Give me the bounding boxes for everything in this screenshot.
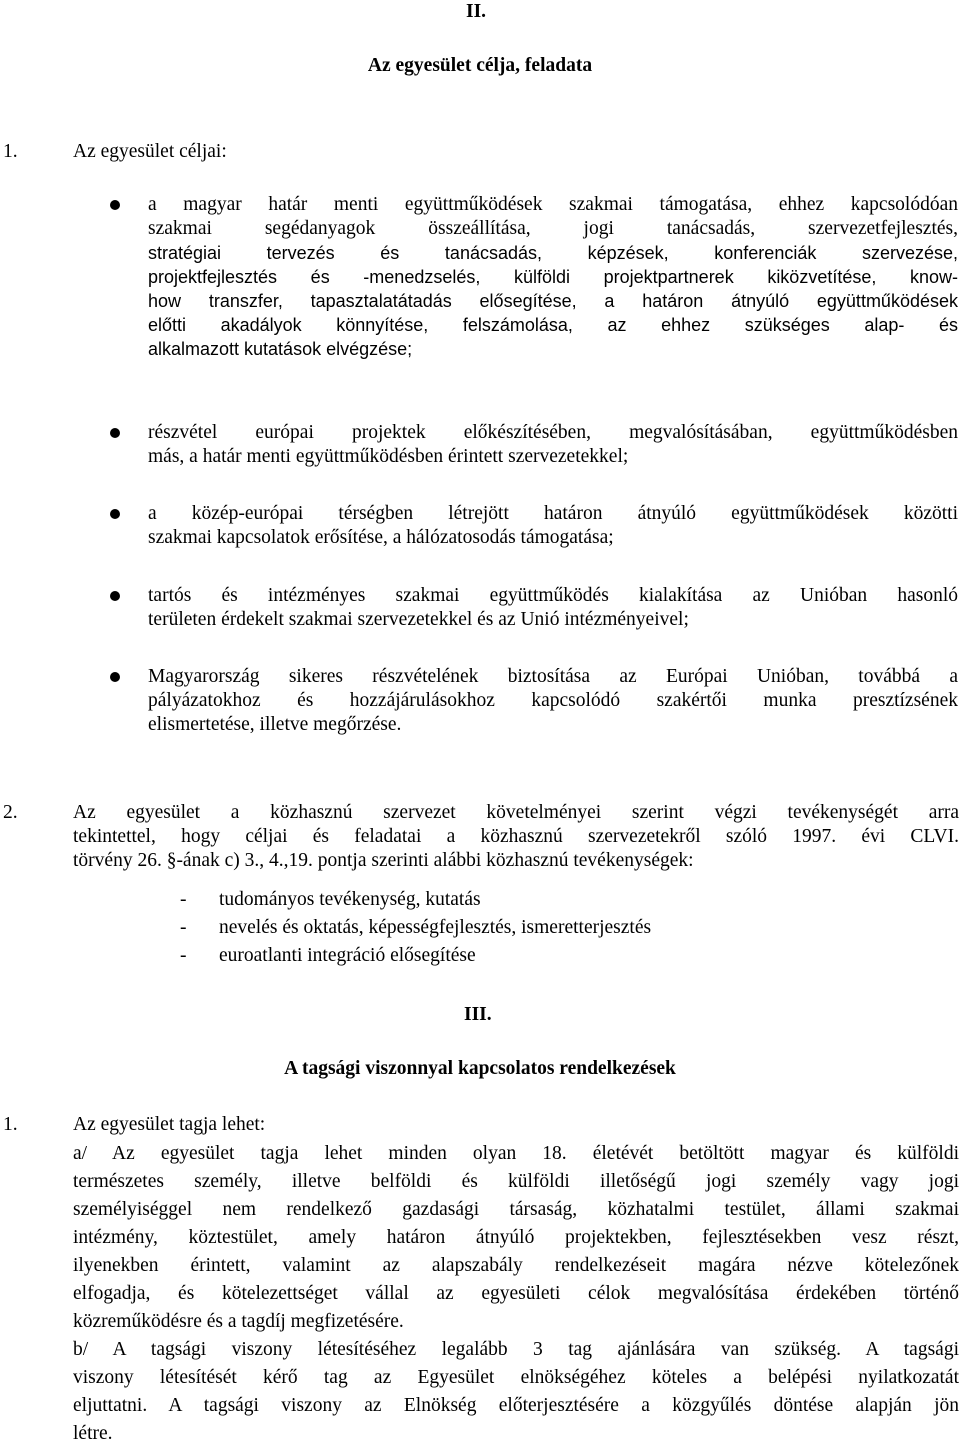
text-line: a közép-európai térségben létrejött határon átnyúló együttműködések közötti [148, 503, 958, 524]
text-line: szakmai kapcsolatok erősítése, a hálózatosodás támogatása; [148, 527, 614, 548]
text-line: más, a határ menti együttműködésben érintett szervezetekkel; [148, 446, 629, 467]
text-line: közreműködésre és a tagdíj megfizetésére. [73, 1311, 404, 1332]
item-1-heading: Az egyesület céljai: [73, 141, 227, 162]
text-line: eljuttatni. A tagsági viszony az Elnökség előterjesztésére a közgyűlés döntése alapján jön [73, 1395, 959, 1416]
section-3-number: III. [464, 1004, 492, 1025]
dash-marker: - [180, 945, 187, 966]
text-line: a/ Az egyesület tagja lehet minden olyan 18. életévét betöltött magyar és külföldi [73, 1143, 959, 1164]
bullet-item-4 [148, 584, 958, 632]
text-line: alkalmazott kutatások elvégzése; [148, 339, 413, 359]
section-3-item-1-heading: Az egyesület tagja lehet: [73, 1114, 266, 1135]
text-line: pályázatokhoz és hozzájárulásokhoz kapcsolódó szakértői munka presztízsének [148, 690, 958, 711]
text-line: Az egyesület a közhasznú szervezet követelményei szerint végzi tevékenységét arra [73, 802, 959, 823]
bullet-marker [110, 672, 120, 682]
text-line: természetes személy, illetve belföldi és külföldi illetőségű jogi személy vagy jogi [73, 1171, 959, 1192]
text-line: létre. [73, 1423, 113, 1444]
section-2-title: Az egyesület célja, feladata [367, 55, 593, 76]
dash-item-3: euroatlanti integráció elősegítése [219, 945, 476, 966]
bullet-marker [110, 591, 120, 601]
text-line: Magyarország sikeres részvételének biztosítása az Európai Unióban, továbbá a [148, 666, 958, 687]
paragraph-b [73, 1336, 959, 1448]
text-line: előtti akadályok könnyítése, felszámolása, az ehhez szükséges alap- és [148, 315, 958, 335]
text-line: elismertetése, illetve megőrzése. [148, 714, 402, 735]
section-3-item-1-number: 1. [3, 1114, 18, 1135]
text-line: intézmény, köztestület, amely határon átnyúló projektekben, fejlesztésekben vesz részt, [73, 1227, 959, 1248]
text-line: tartós és intézményes szakmai együttműködés kialakítása az Unióban hasonló [148, 585, 958, 606]
text-line: területen érdekelt szakmai szervezetekkel és az Unió intézményeivel; [148, 609, 689, 630]
dash-item-2: nevelés és oktatás, képességfejlesztés, ismeretterjesztés [219, 917, 652, 938]
item-2-paragraph [73, 801, 959, 873]
text-line: projektfejlesztés és -menedzselés, külföldi projektpartnerek kiközvetítése, know- [148, 267, 958, 287]
text-line: szakmai segédanyagok összeállítása, jogi tanácsadás, szervezetfejlesztés, [148, 218, 958, 239]
bullet-marker [110, 200, 120, 210]
text-line: stratégiai tervezés és tanácsadás, képzések, konferenciák szervezése, [148, 243, 958, 263]
text-line: személyiséggel nem rendelkező gazdasági társaság, közhatalmi testület, állami szakmai [73, 1199, 959, 1220]
bullet-item-2 [148, 421, 958, 469]
paragraph-a [73, 1140, 959, 1336]
dash-item-1: tudományos tevékenység, kutatás [219, 889, 481, 910]
dash-marker: - [180, 917, 187, 938]
dash-marker: - [180, 889, 187, 910]
text-line: viszony létesítését kérő tag az Egyesület elnökségéhez köteles a belépési nyilatkozatát [73, 1367, 959, 1388]
bullet-item-5 [148, 665, 958, 737]
item-2-number: 2. [3, 802, 18, 823]
item-1-number: 1. [3, 141, 18, 162]
text-line: törvény 26. §-ának c) 3., 4.,19. pontja szerinti alábbi közhasznú tevékenységek: [73, 850, 694, 871]
section-3-title: A tagsági viszonnyal kapcsolatos rendelkezések [284, 1058, 676, 1079]
text-line: részvétel európai projektek előkészítésében, megvalósításában, együttműködésben [148, 422, 958, 443]
bullet-marker [110, 509, 120, 519]
text-line: ilyenekben érintett, valamint az alapszabály rendelkezéseit magára nézve kötelezőnek [73, 1255, 959, 1276]
bullet-marker [110, 428, 120, 438]
text-line: tekintettel, hogy céljai és feladatai a közhasznú szervezetekről szóló 1997. évi CLVI. [73, 826, 959, 847]
section-2-number: II. [466, 1, 487, 22]
text-line: elfogadja, és kötelezettséget vállal az egyesületi célok megvalósítása érdekében történő [73, 1283, 959, 1304]
text-line: how transzfer, tapasztalatátadás elősegítése, a határon átnyúló együttműködések [148, 291, 958, 311]
bullet-item-3 [148, 502, 958, 550]
bullet-item-1 [148, 193, 958, 361]
text-line: a magyar határ menti együttműködések szakmai támogatása, ehhez kapcsolódóan [148, 194, 958, 215]
text-line: b/ A tagsági viszony létesítéséhez legalább 3 tag ajánlására van szükség. A tagsági [73, 1339, 959, 1360]
